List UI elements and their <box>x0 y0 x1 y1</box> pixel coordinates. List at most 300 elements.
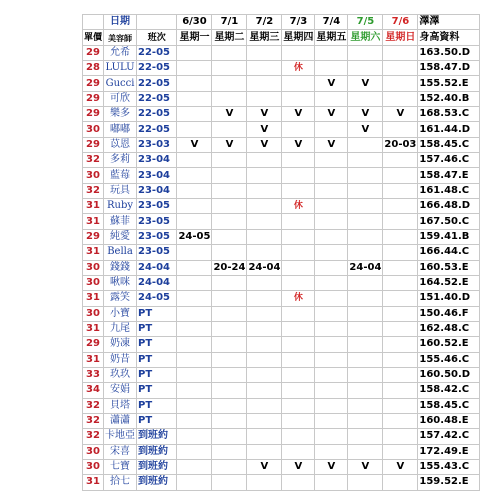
on-duty-mark: V <box>327 461 336 473</box>
day-cell <box>247 459 282 474</box>
stylist-name-cell: 小寶 <box>104 306 137 321</box>
on-duty-mark: V <box>396 108 405 120</box>
stylist-name-cell: 瀟瀟 <box>104 413 137 428</box>
height-data-cell: 157.42.C <box>418 429 480 444</box>
group-cell: PT <box>137 321 177 336</box>
day-cell <box>383 168 418 183</box>
price-cell: 29 <box>83 337 104 352</box>
day-cell <box>315 383 348 398</box>
group-cell: 到班約 <box>137 475 177 490</box>
height-data-cell: 155.43.C <box>418 459 480 474</box>
day-cell <box>383 444 418 459</box>
header-stylist: 美容師 <box>104 30 137 45</box>
day-cell <box>177 337 212 352</box>
header-date-0: 6/30 <box>177 15 212 30</box>
day-cell <box>348 413 383 428</box>
day-cell <box>383 260 418 275</box>
on-duty-mark: V <box>361 77 370 89</box>
stylist-name-cell: 露笑 <box>104 291 137 306</box>
on-duty-mark: V <box>260 461 269 473</box>
group-cell: 23-05 <box>137 214 177 229</box>
group-cell: PT <box>137 352 177 367</box>
day-cell <box>247 107 282 122</box>
table-row <box>83 352 480 367</box>
table-row <box>83 398 480 413</box>
stylist-name-cell: 藍莓 <box>104 168 137 183</box>
height-data-cell: 161.48.C <box>418 183 480 198</box>
header-row-weekdays <box>83 30 480 45</box>
table-row <box>83 260 480 275</box>
day-cell <box>282 352 315 367</box>
price-cell: 29 <box>83 76 104 91</box>
on-duty-mark: V <box>294 108 303 120</box>
height-data-cell: 158.47.D <box>418 61 480 76</box>
price-cell: 31 <box>83 321 104 336</box>
day-cell <box>383 413 418 428</box>
header-weekday-3: 星期四 <box>282 30 315 45</box>
rest-mark: 休 <box>293 63 303 74</box>
day-cell <box>315 352 348 367</box>
day-cell <box>247 413 282 428</box>
day-cell <box>348 398 383 413</box>
day-cell <box>348 214 383 229</box>
day-cell <box>212 383 247 398</box>
height-data-cell: 161.44.D <box>418 122 480 137</box>
height-data-cell: 160.52.E <box>418 337 480 352</box>
group-cell: 23-05 <box>137 199 177 214</box>
day-cell <box>247 367 282 382</box>
price-cell: 31 <box>83 214 104 229</box>
shift-note: 20-03 <box>384 138 417 150</box>
group-cell: PT <box>137 413 177 428</box>
day-cell <box>212 306 247 321</box>
day-cell <box>247 260 282 275</box>
day-cell <box>247 337 282 352</box>
day-cell <box>247 45 282 60</box>
day-cell <box>212 367 247 382</box>
height-data-cell: 160.48.E <box>418 413 480 428</box>
day-cell <box>348 444 383 459</box>
day-cell <box>212 91 247 106</box>
day-cell <box>177 444 212 459</box>
stylist-name-cell: 安娟 <box>104 383 137 398</box>
day-cell <box>282 91 315 106</box>
on-duty-mark: V <box>260 108 269 120</box>
height-data-cell: 162.48.C <box>418 321 480 336</box>
day-cell <box>383 275 418 290</box>
day-cell <box>315 275 348 290</box>
day-cell <box>315 183 348 198</box>
stylist-name-cell: 純愛 <box>104 229 137 244</box>
day-cell <box>177 260 212 275</box>
day-cell <box>282 306 315 321</box>
day-cell <box>383 61 418 76</box>
header-blank-2 <box>137 15 177 30</box>
group-cell: 22-05 <box>137 91 177 106</box>
day-cell <box>282 137 315 152</box>
group-cell: PT <box>137 383 177 398</box>
price-cell: 30 <box>83 122 104 137</box>
day-cell <box>315 475 348 490</box>
day-cell <box>177 199 212 214</box>
price-cell: 30 <box>83 275 104 290</box>
table-row <box>83 153 480 168</box>
height-data-cell: 157.46.C <box>418 153 480 168</box>
day-cell <box>315 321 348 336</box>
header-date-6: 7/6 <box>383 15 418 30</box>
day-cell <box>282 183 315 198</box>
day-cell <box>282 122 315 137</box>
day-cell <box>282 459 315 474</box>
price-cell: 29 <box>83 91 104 106</box>
stylist-name-cell: 九尾 <box>104 321 137 336</box>
day-cell <box>247 61 282 76</box>
table-row <box>83 91 480 106</box>
day-cell <box>348 352 383 367</box>
on-duty-mark: V <box>225 138 234 150</box>
day-cell <box>348 199 383 214</box>
on-duty-mark: V <box>190 138 199 150</box>
stylist-name-cell: 七寶 <box>104 459 137 474</box>
table-row <box>83 122 480 137</box>
day-cell <box>177 429 212 444</box>
day-cell <box>177 352 212 367</box>
day-cell <box>348 291 383 306</box>
group-cell: 到班約 <box>137 429 177 444</box>
day-cell <box>212 183 247 198</box>
day-cell <box>212 291 247 306</box>
day-cell <box>348 61 383 76</box>
table-row <box>83 459 480 474</box>
height-data-cell: 152.40.B <box>418 91 480 106</box>
header-weekday-6: 星期日 <box>383 30 418 45</box>
day-cell <box>177 91 212 106</box>
header-group: 班次 <box>137 30 177 45</box>
day-cell <box>282 475 315 490</box>
on-duty-mark: V <box>327 138 336 150</box>
stylist-name-cell: 樂多 <box>104 107 137 122</box>
table-row <box>83 291 480 306</box>
day-cell <box>383 199 418 214</box>
table-row <box>83 183 480 198</box>
height-data-cell: 167.50.C <box>418 214 480 229</box>
day-cell <box>383 291 418 306</box>
day-cell <box>315 260 348 275</box>
day-cell <box>177 459 212 474</box>
rest-mark: 休 <box>293 293 303 304</box>
day-cell <box>315 199 348 214</box>
day-cell <box>282 398 315 413</box>
group-cell: 23-04 <box>137 168 177 183</box>
day-cell <box>348 459 383 474</box>
day-cell <box>212 137 247 152</box>
price-cell: 29 <box>83 107 104 122</box>
stylist-name-cell: 苡恩 <box>104 137 137 152</box>
day-cell <box>315 61 348 76</box>
table-row <box>83 199 480 214</box>
day-cell <box>247 444 282 459</box>
height-data-cell: 166.48.D <box>418 199 480 214</box>
table-row <box>83 383 480 398</box>
stylist-name-cell: 卡地亞 <box>104 429 137 444</box>
table-row <box>83 367 480 382</box>
day-cell <box>247 214 282 229</box>
stylist-name-cell: 奶昔 <box>104 352 137 367</box>
price-cell: 30 <box>83 459 104 474</box>
day-cell <box>383 107 418 122</box>
table-row <box>83 413 480 428</box>
day-cell <box>212 337 247 352</box>
stylist-name-cell: 玩具 <box>104 183 137 198</box>
table-row <box>83 137 480 152</box>
on-duty-mark: V <box>327 108 336 120</box>
table-row <box>83 245 480 260</box>
day-cell <box>177 275 212 290</box>
height-data-cell: 155.46.C <box>418 352 480 367</box>
day-cell <box>212 214 247 229</box>
day-cell <box>315 413 348 428</box>
height-data-cell: 155.52.E <box>418 76 480 91</box>
day-cell <box>282 229 315 244</box>
height-data-cell: 163.50.D <box>418 45 480 60</box>
table-row <box>83 229 480 244</box>
group-cell: PT <box>137 398 177 413</box>
day-cell <box>282 444 315 459</box>
stylist-name-cell: Gucci <box>104 76 137 91</box>
day-cell <box>315 91 348 106</box>
price-cell: 32 <box>83 398 104 413</box>
day-cell <box>315 444 348 459</box>
group-cell: 22-05 <box>137 107 177 122</box>
day-cell <box>282 199 315 214</box>
schedule-table <box>82 14 480 491</box>
height-data-cell: 158.42.C <box>418 383 480 398</box>
day-cell <box>212 199 247 214</box>
on-duty-mark: V <box>396 461 405 473</box>
day-cell <box>247 153 282 168</box>
day-cell <box>315 107 348 122</box>
table-row <box>83 337 480 352</box>
day-cell <box>383 383 418 398</box>
day-cell <box>383 429 418 444</box>
day-cell <box>348 260 383 275</box>
price-cell: 33 <box>83 367 104 382</box>
day-cell <box>212 275 247 290</box>
stylist-name-cell: 錢錢 <box>104 260 137 275</box>
group-cell: 22-05 <box>137 45 177 60</box>
day-cell <box>247 183 282 198</box>
day-cell <box>212 153 247 168</box>
day-cell <box>282 214 315 229</box>
group-cell: 23-04 <box>137 183 177 198</box>
day-cell <box>247 199 282 214</box>
day-cell <box>177 183 212 198</box>
on-duty-mark: V <box>294 461 303 473</box>
header-height-owner: 澤澤 <box>418 15 480 30</box>
group-cell: 22-05 <box>137 76 177 91</box>
day-cell <box>177 122 212 137</box>
height-data-cell: 158.45.C <box>418 398 480 413</box>
day-cell <box>247 76 282 91</box>
height-data-cell: 158.45.C <box>418 137 480 152</box>
stylist-name-cell: 蘇菲 <box>104 214 137 229</box>
price-cell: 29 <box>83 229 104 244</box>
day-cell <box>315 76 348 91</box>
shift-note: 24-05 <box>178 230 211 242</box>
day-cell <box>212 45 247 60</box>
group-cell: 23-05 <box>137 229 177 244</box>
day-cell <box>212 352 247 367</box>
rest-mark: 休 <box>293 201 303 212</box>
day-cell <box>282 45 315 60</box>
day-cell <box>315 367 348 382</box>
stylist-name-cell: 貝塔 <box>104 398 137 413</box>
day-cell <box>247 168 282 183</box>
day-cell <box>383 229 418 244</box>
group-cell: 23-05 <box>137 245 177 260</box>
day-cell <box>177 475 212 490</box>
day-cell <box>212 168 247 183</box>
day-cell <box>247 291 282 306</box>
day-cell <box>212 321 247 336</box>
table-row <box>83 45 480 60</box>
day-cell <box>212 61 247 76</box>
group-cell: 到班約 <box>137 459 177 474</box>
day-cell <box>212 398 247 413</box>
day-cell <box>247 275 282 290</box>
day-cell <box>247 245 282 260</box>
day-cell <box>315 245 348 260</box>
on-duty-mark: V <box>327 77 336 89</box>
day-cell <box>315 459 348 474</box>
day-cell <box>282 275 315 290</box>
day-cell <box>383 367 418 382</box>
day-cell <box>383 321 418 336</box>
price-cell: 29 <box>83 45 104 60</box>
day-cell <box>348 245 383 260</box>
price-cell: 31 <box>83 475 104 490</box>
stylist-name-cell: 啾咪 <box>104 275 137 290</box>
on-duty-mark: V <box>260 138 269 150</box>
day-cell <box>383 214 418 229</box>
stylist-name-cell: 可欣 <box>104 91 137 106</box>
header-date-3: 7/3 <box>282 15 315 30</box>
day-cell <box>177 413 212 428</box>
day-cell <box>348 337 383 352</box>
header-height-data: 身高資料 <box>418 30 480 45</box>
day-cell <box>348 45 383 60</box>
day-cell <box>177 45 212 60</box>
height-data-cell: 160.53.E <box>418 260 480 275</box>
height-data-cell: 172.49.E <box>418 444 480 459</box>
day-cell <box>282 107 315 122</box>
day-cell <box>247 229 282 244</box>
stylist-name-cell: Bella <box>104 245 137 260</box>
height-data-cell: 166.44.C <box>418 245 480 260</box>
on-duty-mark: V <box>260 123 269 135</box>
day-cell <box>383 137 418 152</box>
day-cell <box>348 183 383 198</box>
on-duty-mark: V <box>361 108 370 120</box>
day-cell <box>348 275 383 290</box>
day-cell <box>383 122 418 137</box>
group-cell: PT <box>137 337 177 352</box>
day-cell <box>247 137 282 152</box>
day-cell <box>383 45 418 60</box>
stylist-name-cell: 多莉 <box>104 153 137 168</box>
day-cell <box>212 76 247 91</box>
header-weekday-1: 星期二 <box>212 30 247 45</box>
group-cell: 24-04 <box>137 275 177 290</box>
table-row <box>83 107 480 122</box>
day-cell <box>282 383 315 398</box>
day-cell <box>315 153 348 168</box>
on-duty-mark: V <box>361 123 370 135</box>
day-cell <box>212 429 247 444</box>
day-cell <box>315 306 348 321</box>
day-cell <box>177 168 212 183</box>
price-cell: 31 <box>83 199 104 214</box>
day-cell <box>177 153 212 168</box>
price-cell: 32 <box>83 183 104 198</box>
header-weekday-2: 星期三 <box>247 30 282 45</box>
stylist-name-cell: Ruby <box>104 199 137 214</box>
day-cell <box>177 383 212 398</box>
day-cell <box>348 137 383 152</box>
stylist-name-cell: 允希 <box>104 45 137 60</box>
day-cell <box>177 398 212 413</box>
day-cell <box>315 337 348 352</box>
day-cell <box>282 413 315 428</box>
day-cell <box>212 229 247 244</box>
height-data-cell: 160.50.D <box>418 367 480 382</box>
day-cell <box>177 367 212 382</box>
table-row <box>83 275 480 290</box>
day-cell <box>383 352 418 367</box>
header-weekday-0: 星期一 <box>177 30 212 45</box>
day-cell <box>348 107 383 122</box>
price-cell: 30 <box>83 306 104 321</box>
on-duty-mark: V <box>294 138 303 150</box>
height-data-cell: 164.52.E <box>418 275 480 290</box>
day-cell <box>282 61 315 76</box>
table-row <box>83 214 480 229</box>
price-cell: 32 <box>83 153 104 168</box>
day-cell <box>348 367 383 382</box>
stylist-name-cell: 宋喜 <box>104 444 137 459</box>
day-cell <box>348 321 383 336</box>
day-cell <box>383 398 418 413</box>
day-cell <box>348 475 383 490</box>
day-cell <box>212 444 247 459</box>
day-cell <box>212 107 247 122</box>
header-blank <box>83 15 104 30</box>
day-cell <box>383 91 418 106</box>
height-data-cell: 159.41.B <box>418 229 480 244</box>
day-cell <box>383 459 418 474</box>
day-cell <box>282 76 315 91</box>
day-cell <box>315 429 348 444</box>
day-cell <box>177 306 212 321</box>
table-row <box>83 429 480 444</box>
day-cell <box>247 429 282 444</box>
group-cell: 23-04 <box>137 153 177 168</box>
header-weekday-4: 星期五 <box>315 30 348 45</box>
header-row-dates <box>83 15 480 30</box>
price-cell: 32 <box>83 429 104 444</box>
price-cell: 31 <box>83 245 104 260</box>
day-cell <box>348 429 383 444</box>
